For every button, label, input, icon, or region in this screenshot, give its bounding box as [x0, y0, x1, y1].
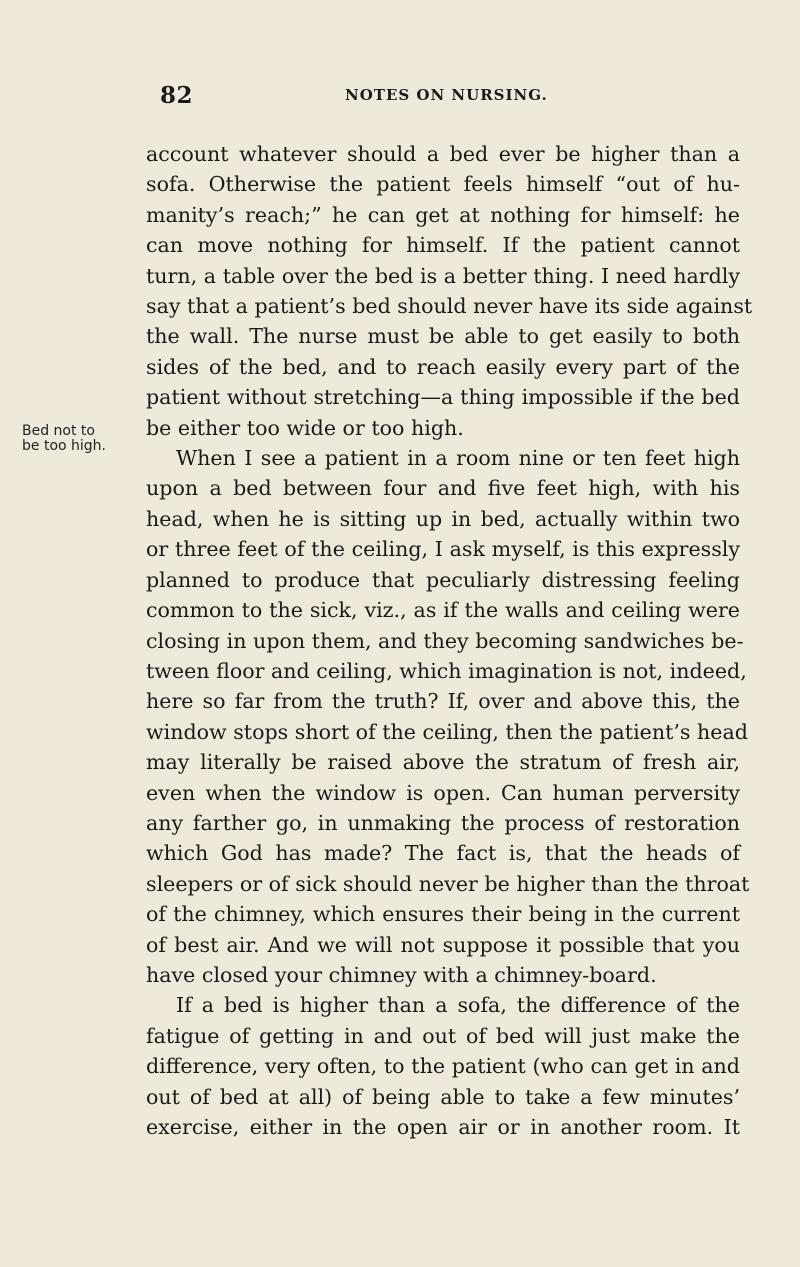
text-line: even when the window is open. Can human perversity [146, 780, 740, 805]
text-line: sofa. Otherwise the patient feels himself “out of hu- [146, 172, 740, 197]
text-line: be either too wide or too high. [146, 415, 464, 440]
text-line: difference, very often, to the patient (who can get in and [146, 1054, 740, 1079]
text-line: have closed your chimney with a chimney-board. [146, 962, 657, 987]
paragraph-start-line: If a bed is higher than a sofa, the difference of the [176, 993, 740, 1018]
text-line: patient without stretching—a thing impossible if the bed [146, 385, 740, 410]
text-line: here so far from the truth? If, over and above this, the [146, 689, 740, 714]
text-line: closing in upon them, and they becoming sandwiches be- [146, 628, 744, 653]
paragraph-start-line: When I see a patient in a room nine or ten feet high [176, 446, 740, 471]
margin-note-line: Bed not to [22, 423, 95, 439]
text-line: sleepers or of sick should never be higher than the throat [146, 871, 750, 896]
page-number: 82 [160, 82, 194, 109]
margin-note-line: be too high. [22, 438, 106, 454]
text-line: window stops short of the ceiling, then the patient’s head [146, 719, 748, 744]
text-line: planned to produce that peculiarly distressing feeling [146, 567, 740, 592]
text-line: sides of the bed, and to reach easily every part of the [146, 354, 740, 379]
text-line: exercise, either in the open air or in another room. It [146, 1115, 740, 1139]
text-line: may literally be raised above the stratum of fresh air, [146, 750, 740, 775]
body-text [146, 139, 753, 1142]
text-line: the wall. The nurse must be able to get easily to both [146, 324, 740, 349]
text-line: fatigue of getting in and out of bed will just make the [146, 1023, 740, 1048]
text-line: common to the sick, viz., as if the walls and ceiling were [146, 598, 740, 623]
text-line: account whatever should a bed ever be higher than a [146, 142, 740, 166]
text-line: say that a patient’s bed should never have its side against [146, 294, 753, 319]
text-line: out of bed at all) of being able to take a few minutes’ [146, 1084, 740, 1109]
text-line: upon a bed between four and five feet high, with his [146, 476, 740, 501]
text-line: manity’s reach;” he can get at nothing for himself: he [146, 202, 740, 227]
margin-note [22, 424, 132, 454]
text-line: turn, a table over the bed is a better thing. I need hardly [146, 263, 740, 288]
text-line: or three feet of the ceiling, I ask myself, is this expressly [146, 537, 740, 562]
text-line: can move nothing for himself. If the patient cannot [146, 233, 740, 258]
page-header [0, 82, 800, 108]
text-line: tween floor and ceiling, which imagination is not, indeed, [146, 658, 747, 683]
text-line: any farther go, in unmaking the process of restoration [146, 810, 740, 835]
text-line: head, when he is sitting up in bed, actually within two [146, 506, 740, 531]
text-line: of the chimney, which ensures their being in the current [146, 902, 740, 927]
text-line: which God has made? The fact is, that the heads of [146, 841, 740, 866]
text-line: of best air. And we will not suppose it possible that you [146, 932, 740, 957]
running-title: NOTES ON NURSING. [345, 86, 548, 104]
